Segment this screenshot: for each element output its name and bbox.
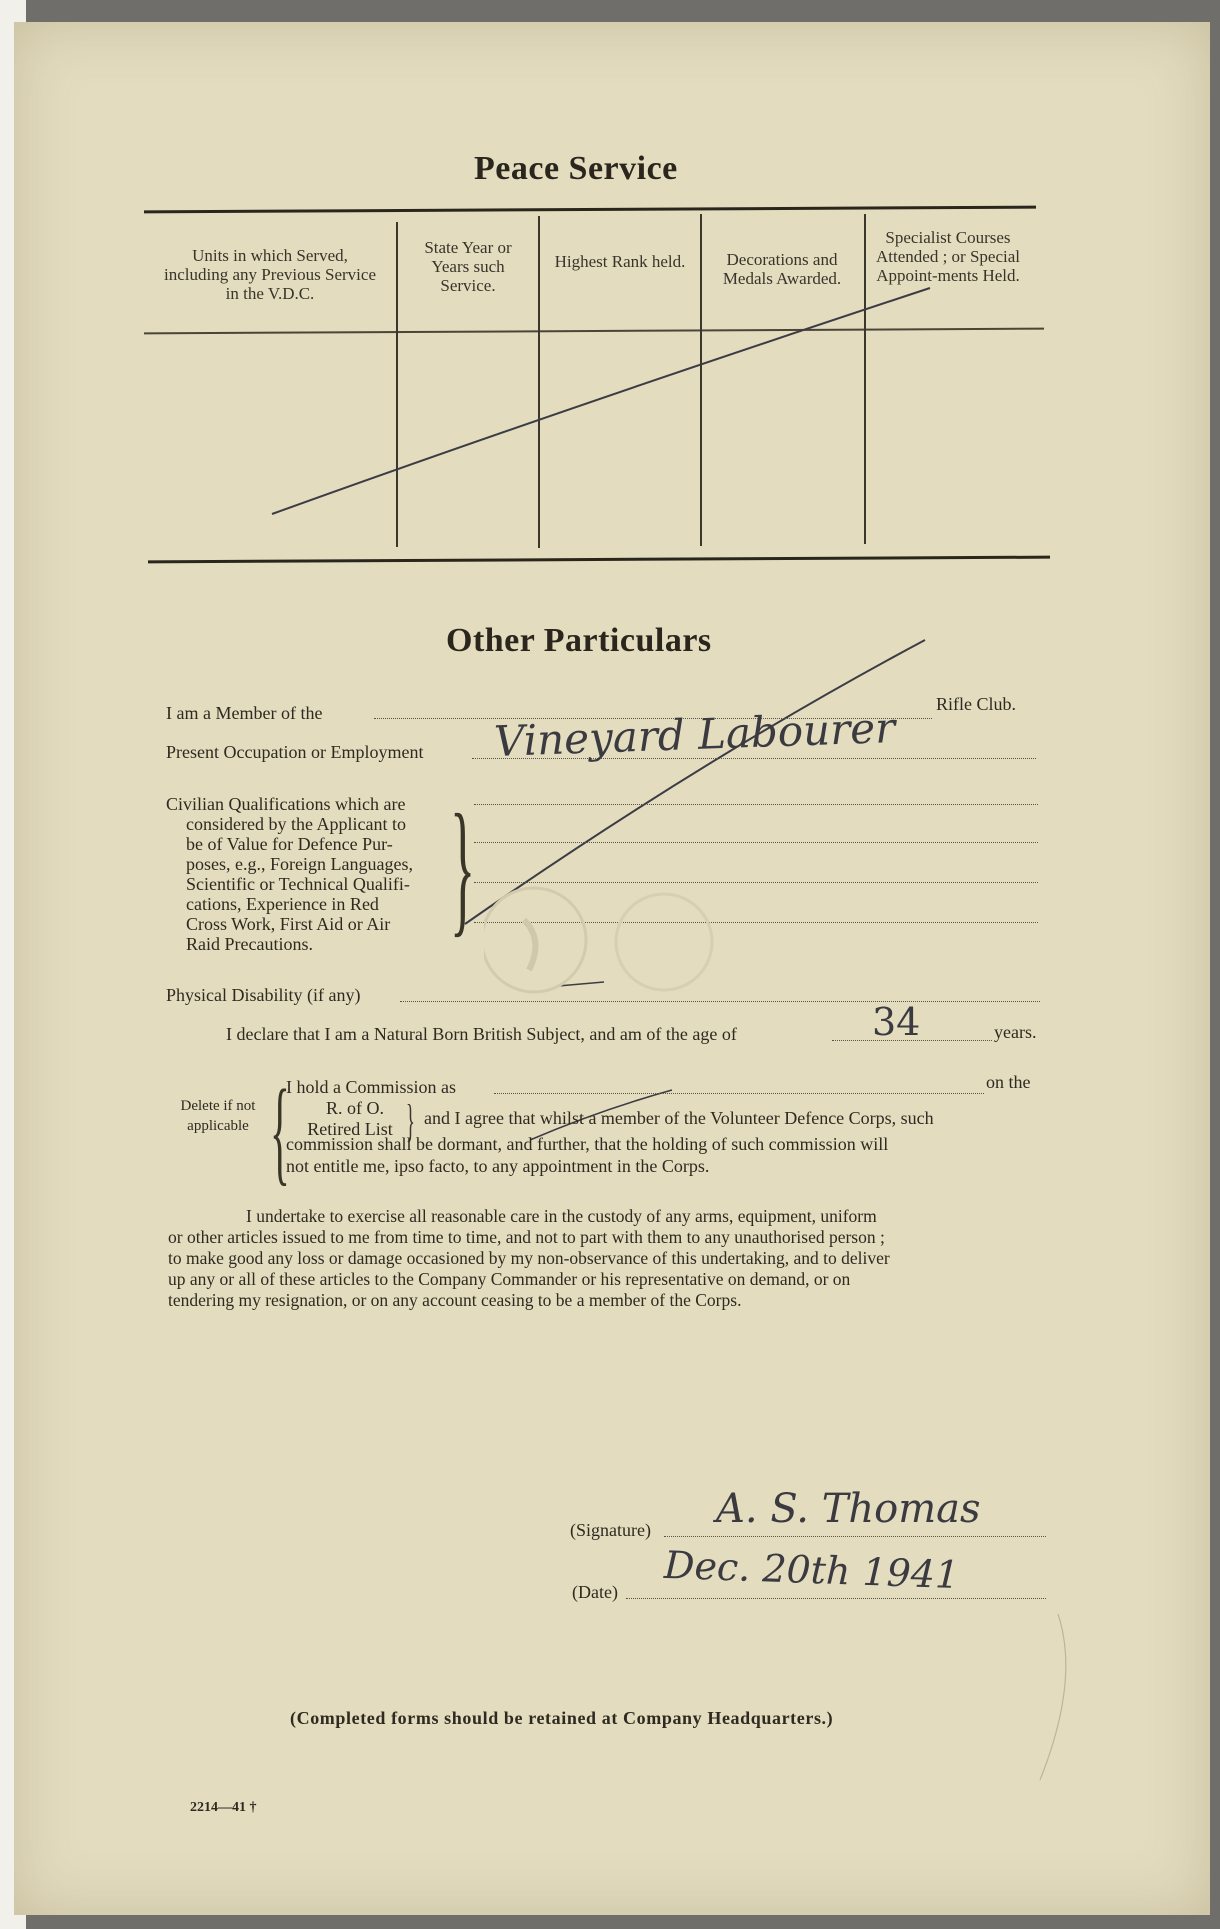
years-label: years. xyxy=(994,1022,1037,1042)
other-particulars-title: Other Particulars xyxy=(446,622,712,659)
signature-handwriting: A. S. Thomas xyxy=(716,1486,981,1532)
col-header-units: Units in which Served, including any Previous Service in the V.D.C. xyxy=(164,246,376,303)
list-brace: } xyxy=(406,1095,415,1146)
age-handwriting: 34 xyxy=(872,1000,921,1044)
commission-line-4: commission shall be dormant, and further, that the holding of such commission will xyxy=(286,1134,889,1154)
occupation-label: Present Occupation or Employment xyxy=(166,742,424,762)
col-header-decorations: Decorations and Medals Awarded. xyxy=(722,250,842,288)
commission-line-1: I hold a Commission as xyxy=(286,1077,456,1097)
civilian-label: Civilian Qualifications which are considered by the Applicant to be of Value for Defence Pur- poses, e.g., Foreign Languages, Scientific or Technical Qualifi- cations, Experience in Red Cross Work, First Aid or Air Raid Precautions. xyxy=(166,794,413,954)
commission-line-5: not entitle me, ipso facto, to any appointment in the Corps. xyxy=(286,1156,710,1176)
col-header-years: State Year or Years such Service. xyxy=(424,238,512,295)
collection-watermark xyxy=(484,880,724,1000)
commission-field-line xyxy=(494,1093,984,1094)
date-handwriting: Dec. 20th 1941 xyxy=(663,1542,960,1598)
commission-brace: { xyxy=(270,1065,290,1196)
commission-list-options: R. of O. Retired List xyxy=(307,1098,393,1139)
declare-text: I declare that I am a Natural Born British Subject, and am of the age of xyxy=(226,1024,737,1044)
peace-service-title: Peace Service xyxy=(474,150,678,187)
delete-if-not-applicable: Delete if not applicable xyxy=(180,1098,256,1134)
form-number: 2214—41 † xyxy=(190,1800,257,1815)
col-header-specialist: Specialist Courses Attended ; or Special Appoint-ments Held. xyxy=(876,228,1020,285)
date-field-line xyxy=(626,1598,1046,1599)
civilian-field-line xyxy=(474,842,1038,843)
col-header-rank: Highest Rank held. xyxy=(554,252,686,271)
commission-line-3: and I agree that whilst a member of the Volunteer Defence Corps, such xyxy=(424,1108,934,1128)
disability-label: Physical Disability (if any) xyxy=(166,985,361,1005)
civilian-brace: } xyxy=(450,784,476,950)
rifle-club-label: Rifle Club. xyxy=(936,694,1016,714)
disability-field-line xyxy=(400,1001,1040,1002)
commission-on-the: on the xyxy=(986,1072,1031,1092)
date-label: (Date) xyxy=(572,1582,618,1602)
civilian-field-line xyxy=(474,804,1038,805)
member-label: I am a Member of the xyxy=(166,703,323,723)
occupation-handwriting: Vineyard Labourer xyxy=(493,703,896,766)
signature-label: (Signature) xyxy=(570,1520,651,1540)
undertaking-paragraph: I undertake to exercise all reasonable care in the custody of any arms, equipment, uniform or other articles issued to me from time to time, and not to part with them to any unauthorised person ; to make good any loss or damage occasioned by my non-observance of this undertaking, and to deliver up any or all of these articles to the Company Commander or his representative on demand, or on tendering my resignation, or on any account ceasing to be a member of the Corps. xyxy=(168,1206,890,1310)
signature-field-line xyxy=(664,1536,1046,1537)
retention-note: (Completed forms should be retained at Company Headquarters.) xyxy=(290,1708,834,1728)
